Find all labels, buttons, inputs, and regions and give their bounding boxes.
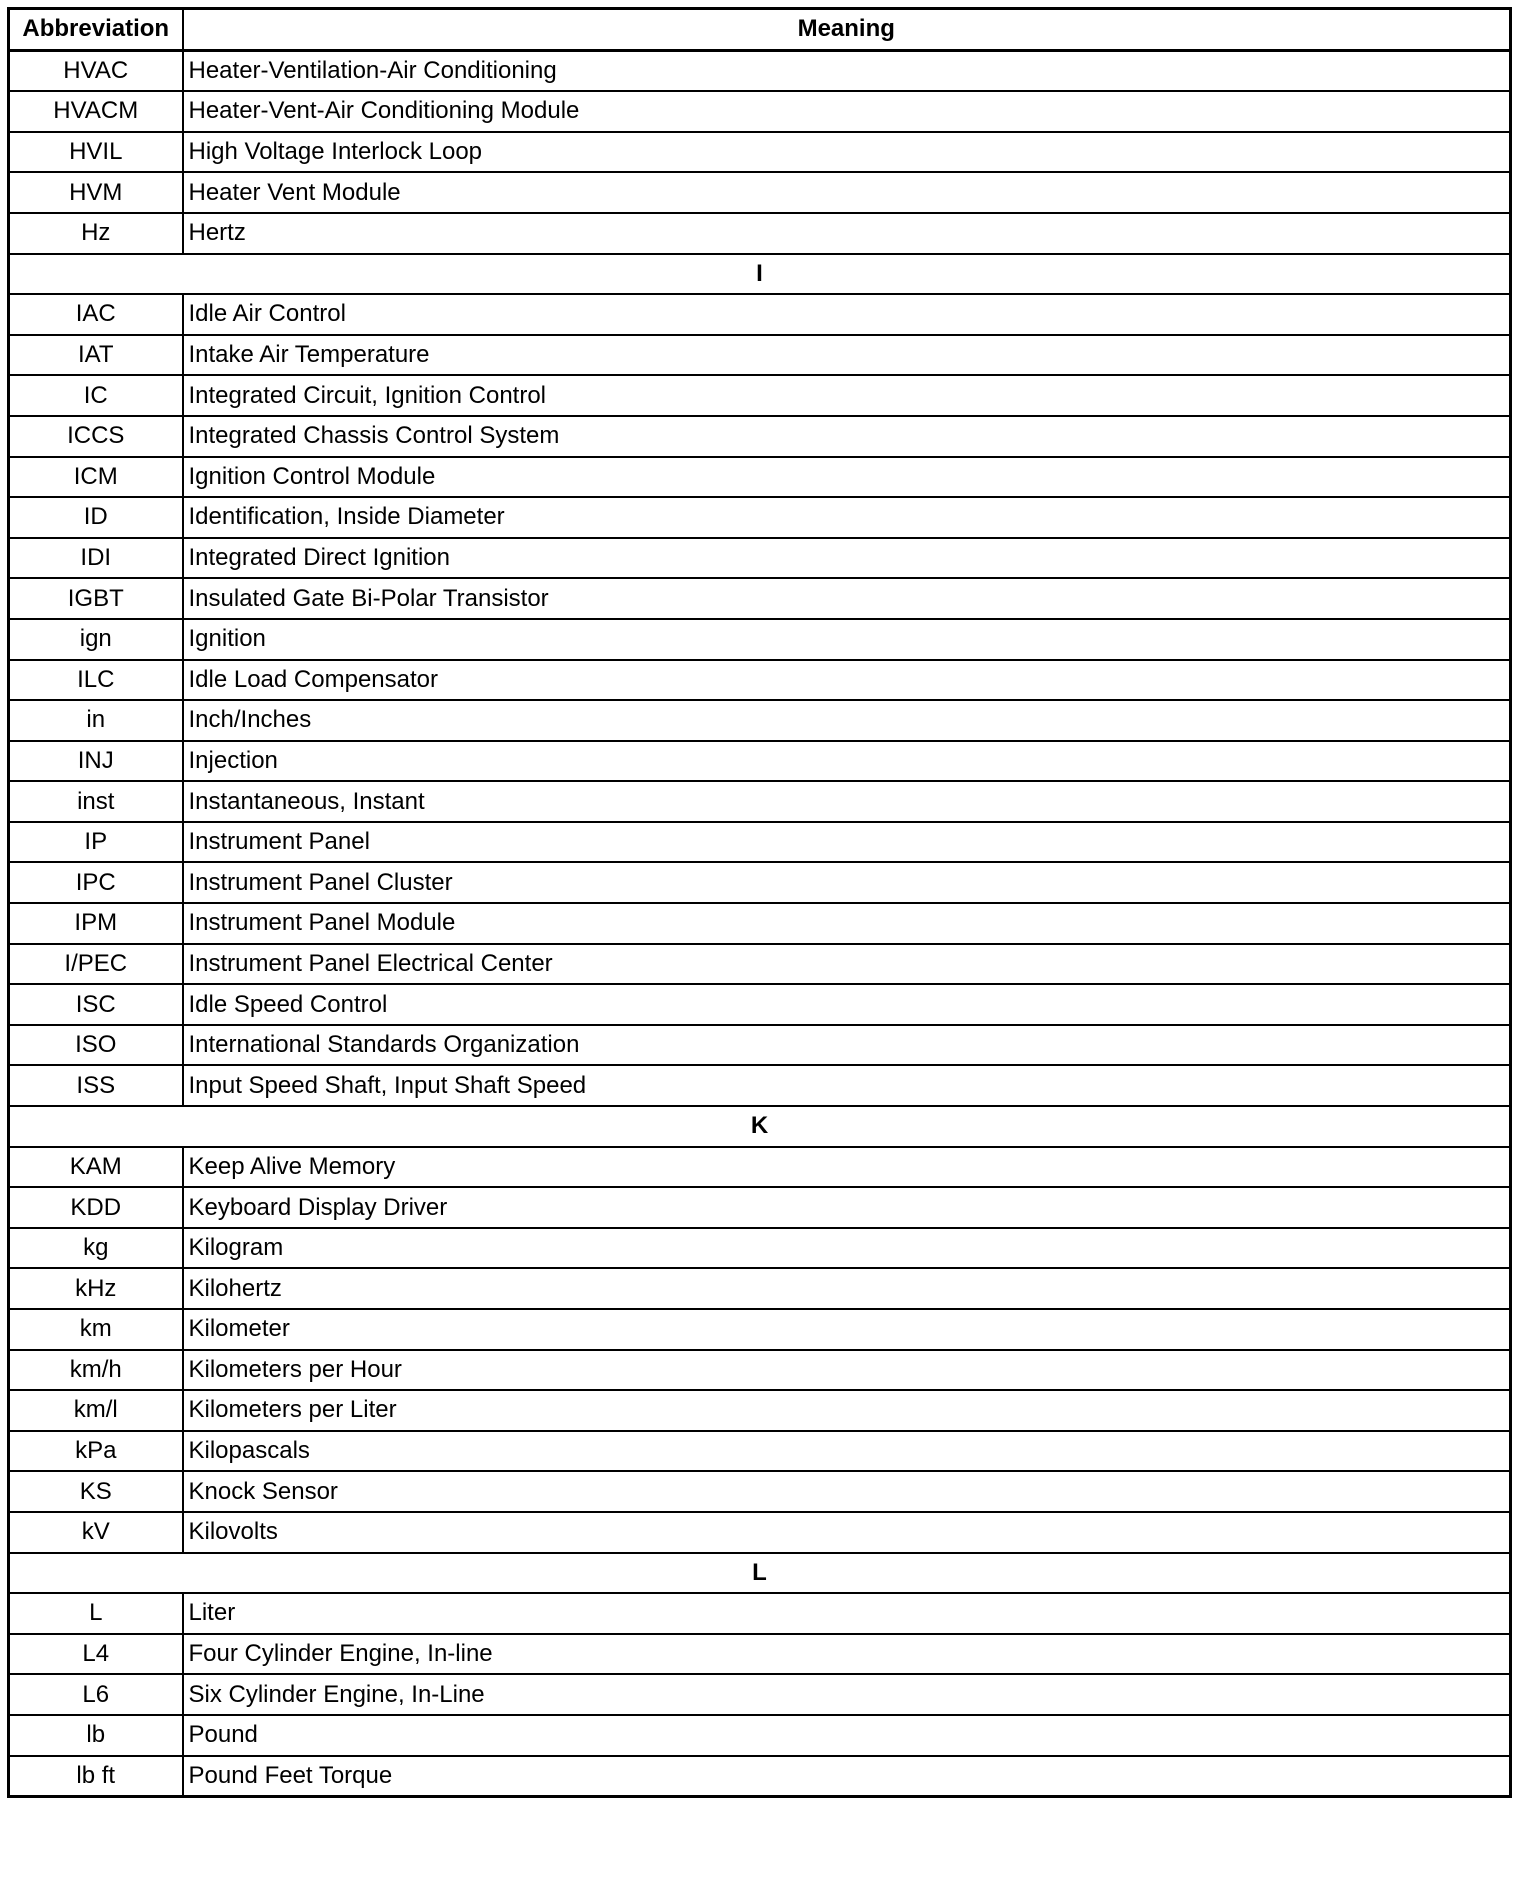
meaning-cell: Six Cylinder Engine, In-Line bbox=[183, 1674, 1511, 1715]
table-row bbox=[9, 619, 1511, 660]
abbreviation-cell: HVIL bbox=[9, 132, 183, 173]
meaning-cell: Idle Speed Control bbox=[183, 984, 1511, 1025]
table-row bbox=[9, 944, 1511, 985]
abbreviation-cell: ign bbox=[9, 619, 183, 660]
table-row bbox=[9, 1756, 1511, 1797]
abbreviation-cell: ICM bbox=[9, 457, 183, 498]
table-row bbox=[9, 1350, 1511, 1391]
meaning-cell: Kilogram bbox=[183, 1228, 1511, 1269]
abbreviation-table bbox=[7, 7, 1512, 1798]
table-row bbox=[9, 132, 1511, 173]
table-row bbox=[9, 335, 1511, 376]
meaning-cell: Ignition Control Module bbox=[183, 457, 1511, 498]
meaning-cell: High Voltage Interlock Loop bbox=[183, 132, 1511, 173]
table-row bbox=[9, 294, 1511, 335]
abbreviation-cell: kPa bbox=[9, 1431, 183, 1472]
meaning-cell: Ignition bbox=[183, 619, 1511, 660]
abbreviation-cell: IPM bbox=[9, 903, 183, 944]
abbreviation-cell: in bbox=[9, 700, 183, 741]
meaning-cell: Integrated Circuit, Ignition Control bbox=[183, 375, 1511, 416]
meaning-cell: Intake Air Temperature bbox=[183, 335, 1511, 376]
abbreviation-cell: kV bbox=[9, 1512, 183, 1553]
table-row bbox=[9, 1228, 1511, 1269]
table-row bbox=[9, 172, 1511, 213]
table-row bbox=[9, 822, 1511, 863]
section-row bbox=[9, 254, 1511, 295]
section-letter: L bbox=[9, 1553, 1511, 1594]
table-row bbox=[9, 50, 1511, 91]
table-row bbox=[9, 497, 1511, 538]
table-row bbox=[9, 1471, 1511, 1512]
abbreviation-cell: IP bbox=[9, 822, 183, 863]
abbreviation-cell: I/PEC bbox=[9, 944, 183, 985]
meaning-cell: Heater-Ventilation-Air Conditioning bbox=[183, 50, 1511, 91]
abbreviation-cell: inst bbox=[9, 781, 183, 822]
meaning-cell: Instrument Panel Electrical Center bbox=[183, 944, 1511, 985]
meaning-cell: Kilohertz bbox=[183, 1268, 1511, 1309]
abbreviation-cell: HVM bbox=[9, 172, 183, 213]
meaning-cell: Pound Feet Torque bbox=[183, 1756, 1511, 1797]
meaning-cell: Integrated Direct Ignition bbox=[183, 538, 1511, 579]
abbreviation-cell: KS bbox=[9, 1471, 183, 1512]
table-row bbox=[9, 903, 1511, 944]
abbreviation-cell: HVACM bbox=[9, 91, 183, 132]
meaning-cell: Liter bbox=[183, 1593, 1511, 1634]
meaning-cell: Kilometers per Hour bbox=[183, 1350, 1511, 1391]
meaning-cell: Four Cylinder Engine, In-line bbox=[183, 1634, 1511, 1675]
abbreviation-cell: ICCS bbox=[9, 416, 183, 457]
abbreviation-cell: kg bbox=[9, 1228, 183, 1269]
meaning-cell: Pound bbox=[183, 1715, 1511, 1756]
table-row bbox=[9, 1147, 1511, 1188]
meaning-cell: Identification, Inside Diameter bbox=[183, 497, 1511, 538]
meaning-cell: Hertz bbox=[183, 213, 1511, 254]
table-row bbox=[9, 1431, 1511, 1472]
table-row bbox=[9, 781, 1511, 822]
meaning-cell: Keep Alive Memory bbox=[183, 1147, 1511, 1188]
table-row bbox=[9, 1187, 1511, 1228]
meaning-cell: Idle Air Control bbox=[183, 294, 1511, 335]
table-row bbox=[9, 213, 1511, 254]
table-row bbox=[9, 1593, 1511, 1634]
table-row bbox=[9, 1065, 1511, 1106]
meaning-cell: Keyboard Display Driver bbox=[183, 1187, 1511, 1228]
table-row bbox=[9, 1715, 1511, 1756]
meaning-cell: International Standards Organization bbox=[183, 1025, 1511, 1066]
abbreviation-cell: lb bbox=[9, 1715, 183, 1756]
table-row bbox=[9, 578, 1511, 619]
meaning-cell: Integrated Chassis Control System bbox=[183, 416, 1511, 457]
meaning-cell: Knock Sensor bbox=[183, 1471, 1511, 1512]
table-row bbox=[9, 1512, 1511, 1553]
meaning-cell: Heater-Vent-Air Conditioning Module bbox=[183, 91, 1511, 132]
abbreviation-cell: IC bbox=[9, 375, 183, 416]
table-row bbox=[9, 1390, 1511, 1431]
abbreviation-cell: ISS bbox=[9, 1065, 183, 1106]
section-letter: I bbox=[9, 254, 1511, 295]
meaning-cell: Input Speed Shaft, Input Shaft Speed bbox=[183, 1065, 1511, 1106]
meaning-cell: Instantaneous, Instant bbox=[183, 781, 1511, 822]
meaning-cell: Kilopascals bbox=[183, 1431, 1511, 1472]
abbreviation-cell: km/l bbox=[9, 1390, 183, 1431]
table-row bbox=[9, 91, 1511, 132]
section-row bbox=[9, 1106, 1511, 1147]
table-row bbox=[9, 660, 1511, 701]
abbreviation-cell: ISO bbox=[9, 1025, 183, 1066]
table-row bbox=[9, 538, 1511, 579]
meaning-cell: Insulated Gate Bi-Polar Transistor bbox=[183, 578, 1511, 619]
meaning-cell: Kilovolts bbox=[183, 1512, 1511, 1553]
meaning-cell: Idle Load Compensator bbox=[183, 660, 1511, 701]
meaning-cell: Kilometers per Liter bbox=[183, 1390, 1511, 1431]
meaning-cell: Instrument Panel Module bbox=[183, 903, 1511, 944]
abbreviation-cell: L bbox=[9, 1593, 183, 1634]
abbreviation-cell: Hz bbox=[9, 213, 183, 254]
section-letter: K bbox=[9, 1106, 1511, 1147]
abbreviation-cell: KDD bbox=[9, 1187, 183, 1228]
meaning-cell: Heater Vent Module bbox=[183, 172, 1511, 213]
table-row bbox=[9, 1674, 1511, 1715]
table-row bbox=[9, 375, 1511, 416]
table-row bbox=[9, 984, 1511, 1025]
table-row bbox=[9, 1634, 1511, 1675]
table-row bbox=[9, 1025, 1511, 1066]
header-meaning: Meaning bbox=[183, 9, 1511, 51]
abbreviation-cell: lb ft bbox=[9, 1756, 183, 1797]
abbreviation-cell: L4 bbox=[9, 1634, 183, 1675]
abbreviation-cell: ILC bbox=[9, 660, 183, 701]
abbreviation-cell: ID bbox=[9, 497, 183, 538]
meaning-cell: Instrument Panel bbox=[183, 822, 1511, 863]
table-row bbox=[9, 1268, 1511, 1309]
table-header-row bbox=[9, 9, 1511, 51]
header-abbreviation: Abbreviation bbox=[9, 9, 183, 51]
abbreviation-cell: IAC bbox=[9, 294, 183, 335]
table-row bbox=[9, 1309, 1511, 1350]
abbreviation-cell: ISC bbox=[9, 984, 183, 1025]
meaning-cell: Kilometer bbox=[183, 1309, 1511, 1350]
abbreviation-cell: IAT bbox=[9, 335, 183, 376]
table-body bbox=[9, 50, 1511, 1797]
abbreviation-cell: km bbox=[9, 1309, 183, 1350]
table-row bbox=[9, 862, 1511, 903]
section-row bbox=[9, 1553, 1511, 1594]
table-row bbox=[9, 700, 1511, 741]
abbreviation-cell: KAM bbox=[9, 1147, 183, 1188]
abbreviation-cell: L6 bbox=[9, 1674, 183, 1715]
table-row bbox=[9, 741, 1511, 782]
abbreviation-cell: km/h bbox=[9, 1350, 183, 1391]
meaning-cell: Inch/Inches bbox=[183, 700, 1511, 741]
meaning-cell: Injection bbox=[183, 741, 1511, 782]
table-row bbox=[9, 416, 1511, 457]
abbreviation-cell: IPC bbox=[9, 862, 183, 903]
meaning-cell: Instrument Panel Cluster bbox=[183, 862, 1511, 903]
abbreviation-cell: HVAC bbox=[9, 50, 183, 91]
abbreviation-cell: IDI bbox=[9, 538, 183, 579]
abbreviation-cell: kHz bbox=[9, 1268, 183, 1309]
abbreviation-cell: IGBT bbox=[9, 578, 183, 619]
abbreviation-cell: INJ bbox=[9, 741, 183, 782]
table-row bbox=[9, 457, 1511, 498]
